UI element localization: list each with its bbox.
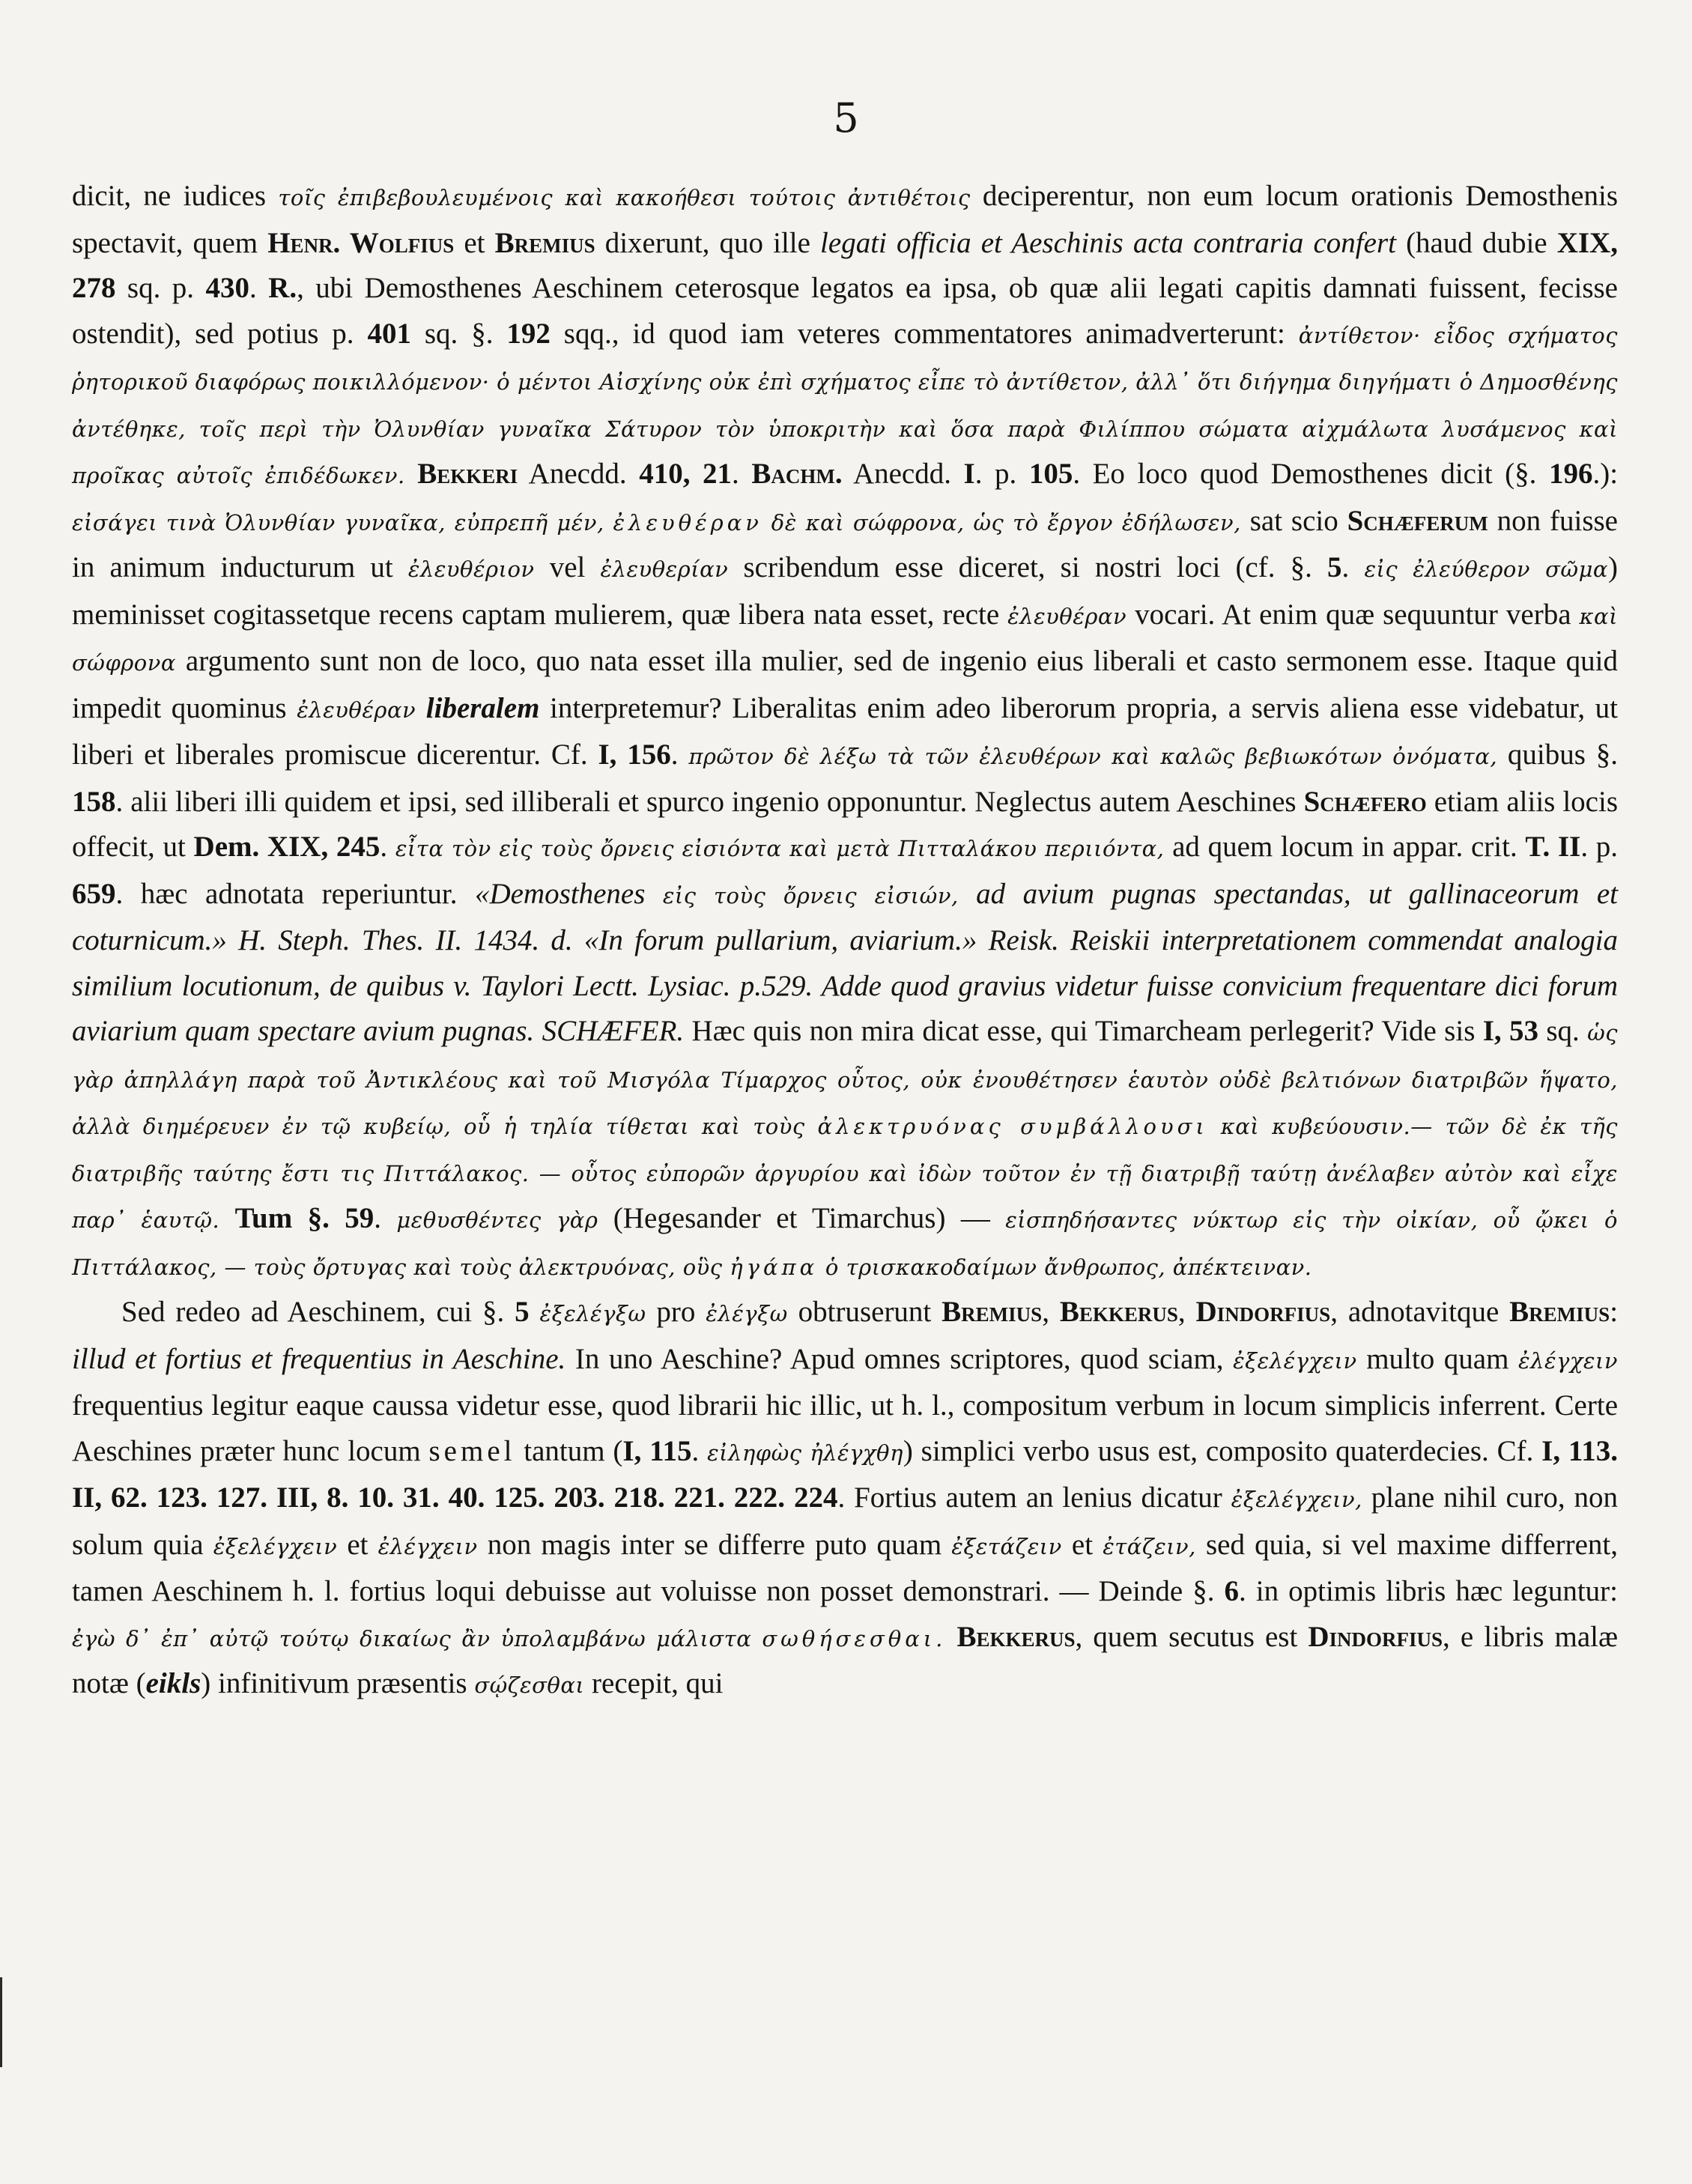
text-run: et xyxy=(1061,1528,1103,1561)
page-number: 5 xyxy=(833,94,859,142)
text-run: «Demosthenes xyxy=(474,877,663,910)
text-run: deciperentur, non eum locum orationis Demosthenis spectavit, quem xyxy=(72,180,1618,259)
text-run: . xyxy=(1341,551,1365,583)
text-run: sed quia, si vel maxime differrent, tamen Aeschinem h. l. fortius loqui debuisse aut voluisse non posset demonstrari. — Deinde §. xyxy=(72,1528,1618,1607)
text-run: ἐξελέγχειν xyxy=(1233,1347,1357,1374)
text-run: non fuisse in animum inducturum ut xyxy=(72,504,1618,583)
text-run: . xyxy=(249,272,269,304)
paragraph-2 xyxy=(72,1290,1618,1708)
text-run: (Hegesander et Timarchus) — xyxy=(598,1202,1006,1234)
text-run: Schæfero xyxy=(1303,785,1427,818)
text-run: τοῖς ἐπιβεβουλευμένοις καὶ κακοήθεσι τούτοις ἀντιθέτοις xyxy=(278,185,971,210)
text-run: καὶ σώφρονα xyxy=(72,603,1618,676)
text-run: sat scio xyxy=(1240,504,1347,537)
text-run: XIX, 278 xyxy=(72,226,1618,304)
text-run: multo quam xyxy=(1356,1342,1519,1375)
text-run: εἰς ἐλεύθερον σῶμα xyxy=(1364,556,1609,582)
text-run: εἰληφὼς ἠλέγχθη xyxy=(707,1440,903,1466)
text-run: ἐξελέγξω xyxy=(539,1301,646,1326)
text-run: , xyxy=(1042,1296,1060,1328)
text-run: . xyxy=(380,831,395,863)
text-run: ἐλευθέραν xyxy=(297,697,416,723)
text-run: εἰσάγει τινὰ Ὀλυνθίαν γυναῖκα, εὐπρεπῆ μέν, xyxy=(72,509,613,536)
text-run: Bremius xyxy=(494,226,595,259)
text-run: vel xyxy=(534,551,601,583)
text-run: ἐλευθέραν xyxy=(1007,603,1127,629)
text-run: Bachm. xyxy=(751,458,843,490)
text-run: ἐλέγχειν xyxy=(1518,1347,1618,1374)
text-run: I, 113. II, 62. 123. 127. III, 8. 10. 31. 40. 125. 203. 218. 221. 222. 224 xyxy=(72,1434,1619,1514)
text-run: : xyxy=(1610,1296,1619,1328)
text-run: . alii liberi illi quidem et ipsi, sed illiberali et spurco ingenio opponuntur. Neglectus autem Aeschines xyxy=(115,785,1304,818)
text-run: , quem secutus est xyxy=(1075,1620,1309,1653)
body-text xyxy=(72,174,1618,1708)
text-run: sq. p. xyxy=(115,272,206,304)
text-run: . xyxy=(691,1434,708,1467)
text-run: ἐτάζειν, xyxy=(1103,1533,1196,1559)
text-run: non magis inter se differre puto quam xyxy=(477,1528,952,1561)
text-run: μεθυσθέντες γὰρ xyxy=(396,1207,598,1233)
text-run: καὶ κυβεύουσιν.— τῶν δὲ ἐκ τῆς διατριβῆς ταύτης ἔστι τις Πιττάλακος. — οὗτος εὐπορῶν ἀργυρίου καὶ ἰδὼν τοῦτον ἐν τῇ διατριβῇ ταύτῃ ἀνέλαβεν αὐτὸν καὶ εἶχε παρ᾽ ἑαυτῷ. xyxy=(72,1114,1618,1233)
text-run: 5 xyxy=(1327,551,1342,583)
text-run: . p. xyxy=(1580,831,1619,863)
text-run: ἐξελέγχειν, xyxy=(1231,1487,1362,1512)
text-run: I, 156 xyxy=(598,738,671,771)
text-run: quibus §. xyxy=(1497,738,1619,771)
text-run: dicit, ne iudices xyxy=(72,180,279,212)
paragraph-1 xyxy=(72,174,1618,1290)
text-run: Bremius xyxy=(941,1296,1043,1328)
text-run: ἐξετάζειν xyxy=(951,1533,1062,1559)
text-run: Schæferum xyxy=(1347,504,1488,537)
text-run: I, 53 xyxy=(1482,1015,1538,1047)
text-run: ἐλευθέριον xyxy=(407,556,535,582)
text-run: ἐγὼ δ᾽ ἐπ᾽ αὐτῷ τούτῳ δικαίως ἂν ὑπολαμβάνω μάλιστα xyxy=(72,1625,762,1651)
text-run: Dindorfius xyxy=(1308,1620,1443,1653)
text-run: δὲ καὶ σώφρονα, ὡς τὸ ἔργον ἐδήλωσεν, xyxy=(762,509,1241,536)
text-run: Henr. Wolfius xyxy=(267,226,455,259)
text-run: . xyxy=(670,738,689,771)
text-run: semel xyxy=(428,1434,516,1467)
text-run: frequentius legitur eaque caussa videtur esse, quod librarii hic illic, ut h. l., compositum verbum in locum simplicis inferrent. Certe Aeschines præter hunc locum xyxy=(72,1389,1618,1467)
text-run: ὡς γὰρ ἀπηλλάγη παρὰ τοῦ Ἀντικλέους καὶ τοῦ Μισγόλα Τίμαρχος οὗτος, οὐκ ἐνουθέτησεν ἑαυτὸν οὐδὲ βελτιόνων διατριβῶν ἥψατο, ἀλλὰ διημέρευεν ἐν τῷ κυβείῳ, οὗ ἡ τηλία τίθεται καὶ τοὺς xyxy=(72,1020,1618,1139)
text-run: 410, 21 xyxy=(639,458,733,490)
text-run: , adnotavitque xyxy=(1330,1296,1510,1328)
text-run: legati officia et Aeschinis acta contraria confert xyxy=(820,226,1396,259)
text-run: , e libris malæ notæ ( xyxy=(72,1620,1618,1699)
text-run: I, 115 xyxy=(622,1434,692,1467)
text-run: et xyxy=(337,1528,378,1561)
text-run: sqq., id quod iam veteres commentatores animadverterunt: xyxy=(550,317,1299,350)
text-run: ἠγάπα xyxy=(730,1254,819,1280)
text-run: eikls xyxy=(145,1667,201,1699)
text-run: 5 xyxy=(515,1296,530,1328)
text-run: Bekkeri xyxy=(417,458,518,490)
text-run: . Eo loco quod Demosthenes dicit (§. xyxy=(1073,458,1549,490)
text-run: Dindorfius xyxy=(1195,1296,1331,1328)
text-run: ἐξελέγχειν xyxy=(213,1533,338,1559)
text-run: argumento sunt non de loco, quo nata esset illa mulier, sed de ingenio eius liberali et casto sermonem esse. Itaque quid impedit quominus xyxy=(72,645,1618,724)
text-run: εἶτα τὸν εἰς τοὺς ὄρνεις εἰσιόντα καὶ μετὰ Πιτταλάκου περιιόντα, xyxy=(395,836,1165,861)
text-run: Bremius xyxy=(1509,1296,1610,1328)
text-run: 192 xyxy=(506,317,551,350)
text-run: 6 xyxy=(1224,1575,1239,1607)
text-run: ὁ τρισκακοδαίμων ἄνθρωπος, ἀπέκτειναν. xyxy=(818,1254,1312,1280)
text-run: Hæc quis non mira dicat esse, qui Timarcheam perlegerit? Vide sis xyxy=(684,1015,1483,1047)
text-run: ad quem locum in appar. crit. xyxy=(1164,831,1526,863)
text-run: pro xyxy=(646,1296,706,1328)
text-run: Tum §. xyxy=(219,1202,345,1234)
text-run: Anecdd. xyxy=(842,458,964,490)
text-run: 105 xyxy=(1028,458,1073,490)
text-run: 196 xyxy=(1548,458,1593,490)
text-run: plane nihil curo, non solum quia xyxy=(72,1481,1618,1561)
text-run xyxy=(946,1621,956,1653)
text-run xyxy=(530,1296,540,1328)
text-run: ἐλευθέραν xyxy=(613,509,762,536)
text-run: ad avium pugnas spectandas, ut gallinaceorum et coturnicum.» H. Steph. Thes. II. 1434. d. «In forum pullarium, aviarium.» Reisk. Reiskii interpretationem commendat analogia similium locutionum, de quibus v. Taylori Lectt. Lysiac. p.529. Adde quod gravius videtur fuisse convicium frequentare dici forum aviarium quam spectare avium pugnas. SCHÆFER. xyxy=(72,877,1619,1047)
text-run: σῴζεσθαι xyxy=(474,1672,585,1698)
text-run: .): xyxy=(1592,458,1619,490)
text-run: T. II xyxy=(1525,831,1581,863)
text-run: ἐλέγξω xyxy=(706,1301,788,1326)
text-run: ) meminisset cogitassetque recens captam mulierem, quæ libera nata esset, recte xyxy=(72,551,1619,631)
text-run: , ubi Demosthenes Aeschinem ceterosque legatos ea ipsa, ob quæ alii legati capitis damnati fuissent, fecisse ostendit), sed potius p. xyxy=(72,272,1618,350)
text-run: 430 xyxy=(205,272,249,304)
text-run: liberalem xyxy=(416,691,540,724)
text-run: In uno Aeschine? Apud omnes scriptores, quod sciam, xyxy=(565,1342,1234,1375)
text-run: πρῶτον δὲ λέξω τὰ τῶν ἐλευθέρων καὶ καλῶς βεβιωκότων ὀνόματα, xyxy=(688,744,1498,769)
text-run: obtruserunt xyxy=(787,1296,942,1328)
text-run: Dem. XIX, 245 xyxy=(193,831,380,863)
text-run: illud et fortius et frequentius in Aeschine. xyxy=(72,1342,566,1375)
text-run: tantum ( xyxy=(515,1434,623,1467)
text-run: . xyxy=(732,458,752,490)
text-run: εἰς τοὺς ὄρνεις εἰσιών, xyxy=(662,882,959,909)
text-run: ) infinitivum præsentis xyxy=(201,1667,475,1699)
text-run: vocari. At enim quæ sequuntur verba xyxy=(1127,598,1580,631)
text-run xyxy=(405,458,418,490)
text-run: . p. xyxy=(974,458,1029,490)
text-run: dixerunt, quo ille xyxy=(595,226,821,259)
text-run: 59 xyxy=(345,1202,375,1234)
text-run: 158 xyxy=(72,785,116,818)
text-run: scribendum esse diceret, si nostri loci (cf. §. xyxy=(728,551,1328,583)
text-run: σωθήσεσθαι. xyxy=(762,1625,947,1651)
text-run: ) simplici verbo usus est, composito quaterdecies. Cf. xyxy=(903,1434,1542,1467)
text-run: (haud dubie xyxy=(1395,226,1557,259)
text-run: . xyxy=(374,1202,397,1234)
text-run: Anecdd. xyxy=(518,458,640,490)
page-edge-mark xyxy=(0,1977,2,2067)
text-run: εἰσπηδήσαντες νύκτωρ εἰς τὴν οἰκίαν, οὗ ᾤκει ὁ Πιττάλακος, — τοὺς ὄρτυγας καὶ τοὺς ἀλεκτρυόνας, οὓς xyxy=(72,1207,1618,1280)
text-run: ἀλεκτρυόνας συμβάλλουσι xyxy=(817,1114,1208,1139)
text-run: ἐλέγχειν xyxy=(377,1533,478,1559)
text-run: Bekkerus xyxy=(956,1620,1076,1653)
text-run: recepit, qui xyxy=(584,1667,724,1699)
text-run: R. xyxy=(268,272,297,304)
text-run: Bekkerus xyxy=(1059,1296,1178,1328)
text-run: et xyxy=(454,226,495,259)
text-run: . Fortius autem an lenius dicatur xyxy=(837,1481,1231,1514)
text-run: ἀντίθετον· εἶδος σχήματος ῥητορικοῦ διαφόρως ποικιλλόμενον· ὁ μέντοι Αἰσχίνης οὐκ ἐπὶ σχήματος εἶπε τὸ ἀντίθετον, ἀλλ᾽ ὅτι διήγημα διηγήματι ὁ Δημοσθένης ἀντέθηκε, τοῖς περὶ τὴν Ὀλυνθίαν γυναῖκα Σάτυρον τὸν ὑποκριτὴν καὶ ὅσα παρὰ Φιλίππου σώματα αἰχμάλωτα λυσάμενος καὶ προῖκας αὐτοῖς ἐπιδέδωκεν. xyxy=(72,322,1619,488)
text-run: sq. xyxy=(1538,1015,1588,1047)
text-run: interpretemur? Liberalitas enim adeo liberorum propria, a servis aliena esse videbatur, ut liberi et liberales promiscue dicerentur. Cf. xyxy=(72,691,1619,771)
text-run: , xyxy=(1177,1296,1196,1328)
text-run: Sed redeo ad Aeschinem, cui §. xyxy=(121,1296,515,1328)
text-run: 401 xyxy=(367,317,411,350)
text-run: 659 xyxy=(72,877,116,910)
text-run: . in optimis libris hæc leguntur: xyxy=(1238,1575,1618,1607)
text-run: ἐλευθερίαν xyxy=(600,556,729,582)
text-run: sq. §. xyxy=(410,317,507,350)
text-run: etiam aliis locis offecit, ut xyxy=(72,785,1618,863)
text-run: . hæc adnotata reperiuntur. xyxy=(115,877,475,910)
text-run: I xyxy=(963,458,975,490)
